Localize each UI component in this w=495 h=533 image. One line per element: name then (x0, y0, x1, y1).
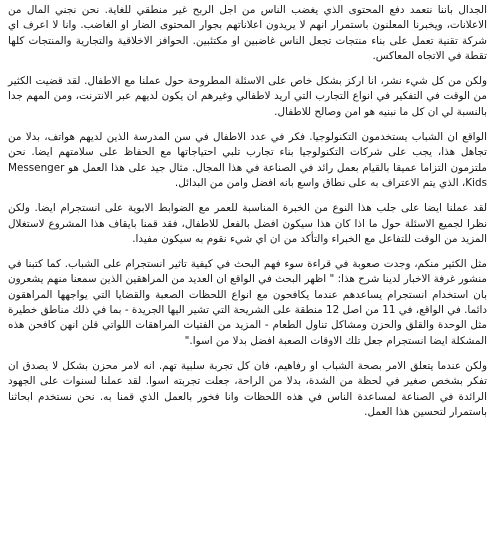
article-body (8, 3, 487, 420)
paragraph-6: ولكن عندما يتعلق الامر بصحة الشباب او رفاهيم، فان كل تجربة سلبية تهم. انه لامر محزن بشكل لا يصدق ان تفكر بشخص صغير في لحظة من الشدة، بدلا من الراحة، جعلت تجربته اسوا. لقد عملنا لسنوات على الجهود الرائدة في الصناعة لمساعدة الناس في هذه اللحظات وانا فخور بالعمل الذي قمنا به. نحن نستخدم ابحاثنا باستمرار لتحسين هذا العمل. (8, 359, 487, 418)
paragraph-2: ولكن من كل شيء نشر، انا اركز بشكل خاص على الاسئلة المطروحة حول عملنا مع الاطفال. لقد قضيت الكثير من الوقت في التفكير في انواع التجارب التي اريد لاطفالي وغيرهم ان يكون لديهم عبر الانترنت، ومن المهم جدا بالنسبة لي ان كل ما نبنيه هو امن وصالح للاطفال. (8, 75, 487, 118)
paragraph-5: مثل الكثير منكم، وجدت صعوبة في قراءة سوء فهم البحث في كيفية تاثير انستجرام على الشباب. كما كتبنا في منشور غرفة الاخبار لدينا شرح هذا: " اظهر البحث في الواقع ان العديد من المراهقين الذين سمعنا منهم يشعرون بان استخدام انستجرام يساعدهم عندما يكافحون مع انواع اللحظات الصعبة والقضايا التي يواجهها المراهقون دائما. في الواقع، في 11 من اصل 12 منطقة على الشريحة التي تشير اليها الجريدة - بما في ذلك مناطق خطيرة مثل الوحدة والقلق والحزن ومشاكل تناول الطعام - المزيد من الفتيات المراهقات اللواتي قلن انهن كافحن هذه المشكلة ايضا انستجرام جعل تلك الاوقات الصعبة افضل بدلا من اسوا." (8, 258, 488, 347)
paragraph-1: الجدال باننا نتعمد دفع المحتوى الذي يغضب الناس من اجل الربح غير منطقي للغاية. نحن نجني المال من الاعلانات، ويخبرنا المعلنون باستمرار انهم لا يريدون اعلاناتهم بجوار المحتوى الضار او الغاضب. وانا لا اعرف اي شركة تقنية تعمل على بناء منتجات تجعل الناس غاضبين او مكتئبين. الحوافز الاخلاقية والتجارية والمنتجات كلها تقطة في الاتجاه المعاكس. (8, 4, 487, 62)
paragraph-4: لقد عملنا ايضا على جلب هذا النوع من الخبرة المناسبة للعمر مع الضوابط الابوية على انستجرام ايضا. ولكن نظرا لجميع الاسئلة حول ما اذا كان هذا سيكون افضل بالفعل للاطفال، فقد قمنا بايقاف هذا المشروع لاستغلال المزيد من الوقت للتفاعل مع الخبراء والتأكد من ان اي شيء نقوم به سيكون مفيدا. (8, 202, 487, 245)
paragraph-3: الواقع ان الشباب يستخدمون التكنولوجيا. فكر في عدد الاطفال في سن المدرسة الذين لديهم هواتف، بدلا من تجاهل هذا، يجب على شركات التكنولوجيا بناء تجارب تلبي احتياجاتها مع الحفاظ على سلامتهم ايضا. نحن ملتزمون التزاما عميقا بالقيام بعمل رائد في الصناعة في هذا المجال. مثال جيد على هذا العمل هو Messenger Kids، الذي يتم الاعتراف به على نطاق واسع بانه افضل وامن من البدائل. (8, 131, 487, 189)
